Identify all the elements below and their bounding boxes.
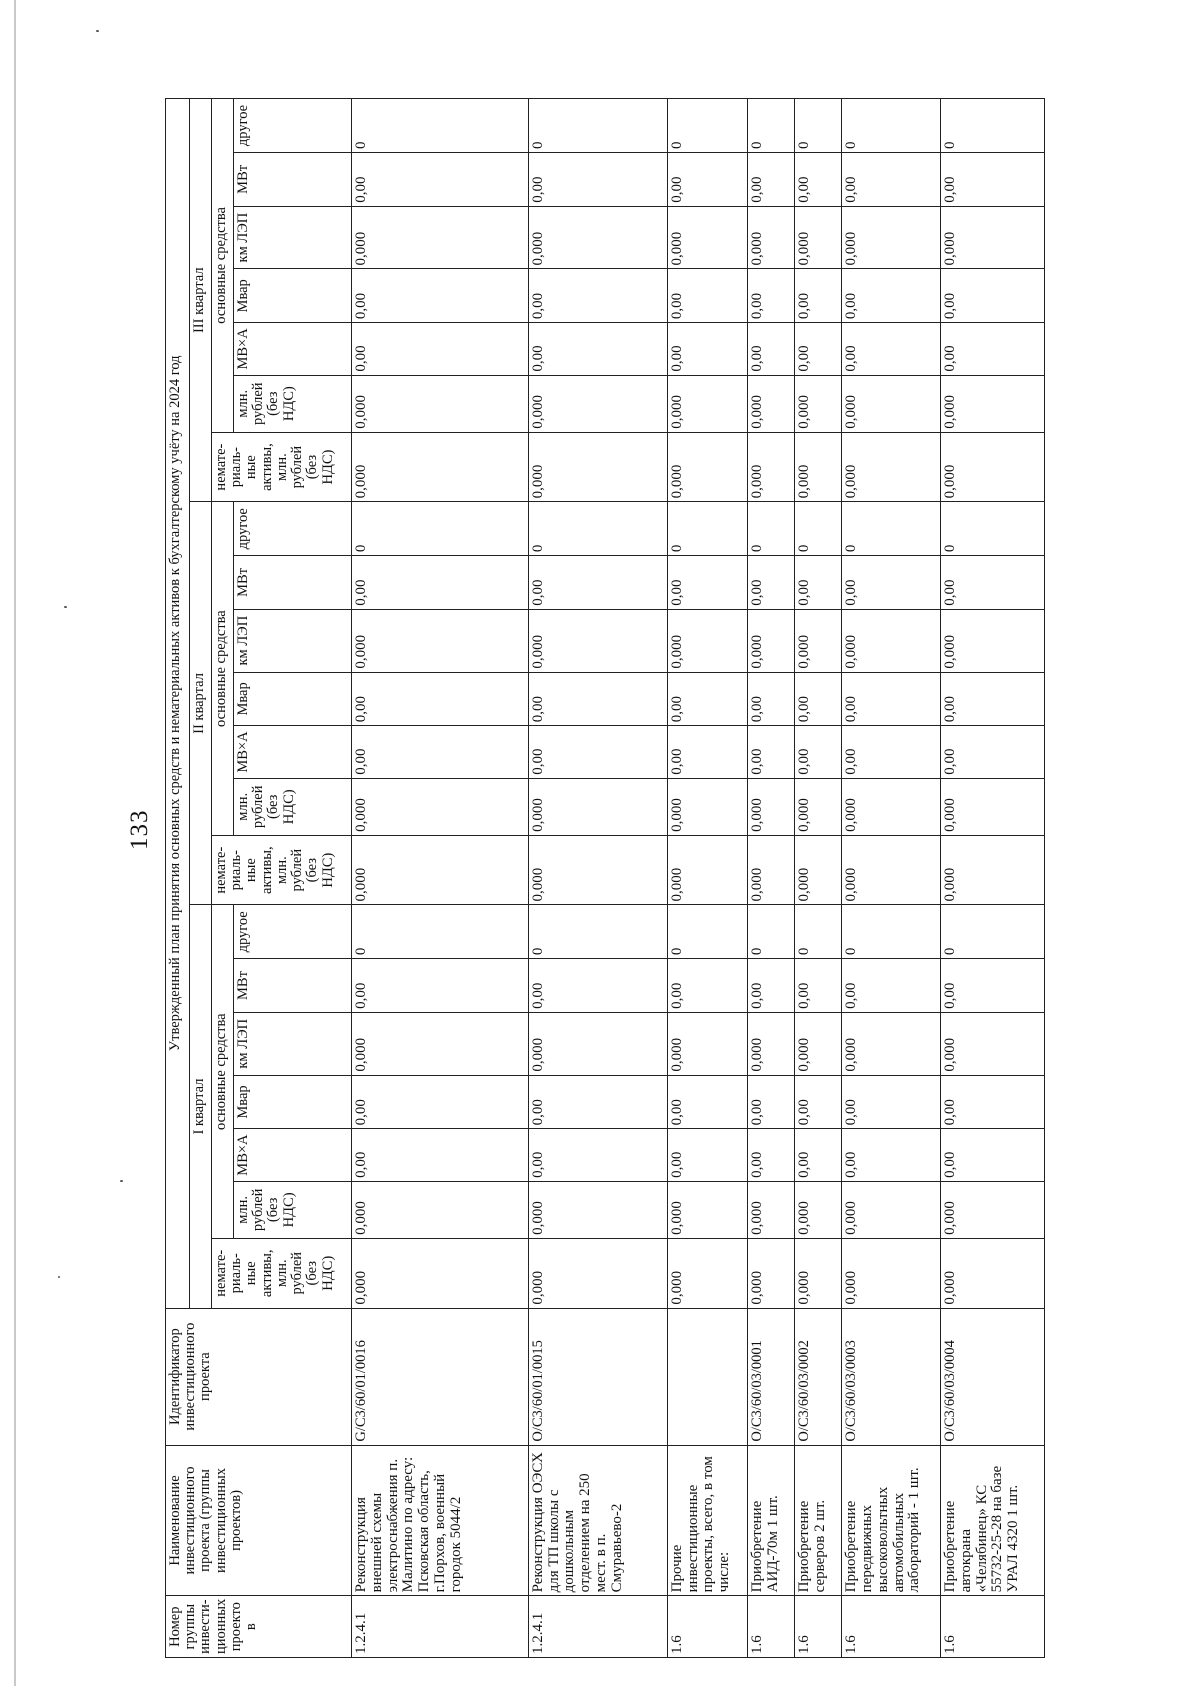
row-value-q3: 0,000 xyxy=(667,375,747,432)
row-value-q3: 0,00 xyxy=(748,323,795,376)
row-value-q3: 0,000 xyxy=(352,375,529,432)
row-value-q2: 0,000 xyxy=(842,609,941,672)
row-value-q1: 0,00 xyxy=(667,1129,747,1182)
row-value-q3: 0,000 xyxy=(667,206,747,269)
row-value-q1: 0,00 xyxy=(352,1075,529,1129)
row-value-q3: 0,00 xyxy=(795,269,842,323)
row-value-q1: 0,00 xyxy=(748,1075,795,1129)
row-value-q1: 0,00 xyxy=(795,959,842,1013)
row-value-q3: 0,00 xyxy=(941,323,1045,376)
row-value-q3: 0,00 xyxy=(528,153,667,207)
row-value-q1: 0 xyxy=(528,905,667,959)
row-value-q1: 0,00 xyxy=(352,1129,529,1182)
row-value-q1: 0,000 xyxy=(748,1181,795,1238)
header-col-km: км ЛЭП xyxy=(234,1012,352,1075)
row-value-q3: 0,00 xyxy=(748,153,795,207)
header-table-title: Утвержденный план принятия основных средств и нематериальных активов к бухгалтерскому учёту на 2024 год xyxy=(166,99,190,1309)
row-value-q3: 0 xyxy=(795,99,842,153)
row-value-q3: 0,000 xyxy=(528,206,667,269)
row-value-q1: 0,000 xyxy=(352,1012,529,1075)
row-project-name: Приобретение автокрана «Челябинец» КС 55732-25-28 на базе УРАЛ 4320 1 шт. xyxy=(941,1445,1045,1596)
row-value-q2: 0,000 xyxy=(941,778,1045,835)
row-value-q3: 0,000 xyxy=(842,375,941,432)
row-value-q2: 0,000 xyxy=(528,778,667,835)
row-value-q3: 0,00 xyxy=(352,323,529,376)
row-value-q2: 0,00 xyxy=(528,672,667,726)
table-row xyxy=(667,99,747,1658)
row-value-q2: 0 xyxy=(795,502,842,556)
header-col-mvar: Мвар xyxy=(234,1075,352,1129)
row-value-q1: 0,000 xyxy=(667,1012,747,1075)
row-value-q2: 0,00 xyxy=(352,726,529,779)
row-value-q1: 0,000 xyxy=(842,1238,941,1308)
row-project-name: Приобретение АИД-70м 1 шт. xyxy=(748,1445,795,1596)
header-intangible-q1: немате-риаль-ные активы, млн. рублей (без НДС) xyxy=(212,1238,352,1308)
row-value-q2: 0,000 xyxy=(748,609,795,672)
scan-speck xyxy=(58,1276,60,1278)
row-value-q2: 0 xyxy=(528,502,667,556)
row-value-q2: 0,000 xyxy=(795,609,842,672)
row-value-q3: 0 xyxy=(352,99,529,153)
scan-speck xyxy=(120,1180,123,1182)
row-value-q1: 0,00 xyxy=(842,1075,941,1129)
row-value-q2: 0 xyxy=(667,502,747,556)
row-value-q3: 0,000 xyxy=(352,432,529,502)
row-value-q2: 0,00 xyxy=(795,726,842,779)
table-row xyxy=(941,99,1045,1658)
header-col-mva: МВ×А xyxy=(234,323,352,376)
row-value-q1: 0,000 xyxy=(941,1181,1045,1238)
row-value-q1: 0,000 xyxy=(528,1238,667,1308)
row-value-q3: 0,00 xyxy=(667,323,747,376)
row-value-q1: 0,000 xyxy=(528,1181,667,1238)
row-value-q3: 0,000 xyxy=(748,432,795,502)
asset-plan-table xyxy=(165,98,1045,1658)
row-value-q2: 0,00 xyxy=(842,556,941,610)
row-value-q1: 0,00 xyxy=(352,959,529,1013)
row-group-number: 1.6 xyxy=(667,1596,747,1658)
header-col-other: другое xyxy=(234,502,352,556)
row-value-q2: 0 xyxy=(842,502,941,556)
row-value-q3: 0,00 xyxy=(528,269,667,323)
header-col-mvar: Мвар xyxy=(234,269,352,323)
row-value-q3: 0,00 xyxy=(795,323,842,376)
row-project-name: Прочие инвестиционные проекты, всего, в том числе: xyxy=(667,1445,747,1596)
row-value-q1: 0,000 xyxy=(748,1238,795,1308)
rotated-table-wrapper xyxy=(165,98,1045,1658)
row-value-q2: 0,00 xyxy=(941,672,1045,726)
header-quarter-2: II квартал xyxy=(190,502,212,905)
header-col-other: другое xyxy=(234,99,352,153)
row-value-q3: 0,000 xyxy=(842,432,941,502)
row-value-q1: 0,00 xyxy=(941,1075,1045,1129)
row-value-q1: 0,000 xyxy=(352,1181,529,1238)
row-value-q3: 0,000 xyxy=(795,432,842,502)
header-col-mva: МВ×А xyxy=(234,1129,352,1182)
row-value-q3: 0 xyxy=(667,99,747,153)
row-value-q2: 0,00 xyxy=(667,556,747,610)
row-value-q3: 0 xyxy=(748,99,795,153)
row-value-q1: 0 xyxy=(352,905,529,959)
header-quarter-1: I квартал xyxy=(190,905,212,1308)
row-value-q3: 0,000 xyxy=(528,375,667,432)
row-value-q1: 0,00 xyxy=(795,1129,842,1182)
table-header xyxy=(166,99,352,1658)
row-value-q1: 0,00 xyxy=(842,959,941,1013)
row-value-q1: 0,000 xyxy=(352,1238,529,1308)
row-value-q2: 0,000 xyxy=(842,778,941,835)
header-col-rub: млн. рублей (без НДС) xyxy=(234,778,352,835)
row-value-q3: 0,000 xyxy=(748,375,795,432)
scan-speck xyxy=(64,606,67,608)
row-value-q3: 0,000 xyxy=(842,206,941,269)
table-row xyxy=(842,99,941,1658)
header-intangible-q2: немате-риаль-ные активы, млн. рублей (без НДС) xyxy=(212,835,352,905)
header-fixed-assets-q3: основные средства xyxy=(212,99,234,433)
row-value-q2: 0 xyxy=(352,502,529,556)
table-row xyxy=(748,99,795,1658)
row-value-q2: 0,000 xyxy=(667,835,747,905)
row-value-q2: 0,000 xyxy=(667,609,747,672)
header-col-mvar: Мвар xyxy=(234,672,352,726)
row-value-q1: 0,00 xyxy=(842,1129,941,1182)
row-value-q2: 0,000 xyxy=(941,609,1045,672)
table-row xyxy=(528,99,667,1658)
row-value-q2: 0,000 xyxy=(528,609,667,672)
row-value-q3: 0 xyxy=(941,99,1045,153)
header-fixed-assets-q1: основные средства xyxy=(212,905,234,1238)
row-value-q1: 0,00 xyxy=(528,1075,667,1129)
row-project-name: Приобретение передвижных высоковольтных автомобильных лабораторий - 1 шт. xyxy=(842,1445,941,1596)
row-value-q2: 0,00 xyxy=(667,672,747,726)
row-group-number: 1.6 xyxy=(748,1596,795,1658)
row-value-q1: 0,000 xyxy=(842,1181,941,1238)
row-value-q1: 0,00 xyxy=(941,959,1045,1013)
row-value-q2: 0,00 xyxy=(528,726,667,779)
header-fixed-assets-q2: основные средства xyxy=(212,502,234,835)
row-value-q3: 0 xyxy=(528,99,667,153)
row-value-q1: 0,000 xyxy=(748,1012,795,1075)
row-value-q2: 0,000 xyxy=(352,609,529,672)
row-value-q1: 0,000 xyxy=(528,1012,667,1075)
header-group-number: Номер группы инвести-ционных проекто в xyxy=(166,1596,352,1658)
page-edge-line xyxy=(14,0,16,1686)
row-value-q1: 0,00 xyxy=(667,959,747,1013)
row-value-q1: 0,000 xyxy=(667,1181,747,1238)
row-group-number: 1.2.4.1 xyxy=(528,1596,667,1658)
table-row xyxy=(795,99,842,1658)
row-value-q2: 0,00 xyxy=(352,556,529,610)
row-value-q2: 0,000 xyxy=(842,835,941,905)
row-value-q3: 0,00 xyxy=(352,269,529,323)
row-value-q1: 0 xyxy=(795,905,842,959)
row-value-q2: 0,00 xyxy=(748,672,795,726)
row-value-q3: 0,000 xyxy=(795,375,842,432)
row-value-q2: 0,000 xyxy=(528,835,667,905)
row-value-q1: 0 xyxy=(667,905,747,959)
row-value-q1: 0 xyxy=(842,905,941,959)
row-value-q2: 0,000 xyxy=(352,778,529,835)
header-col-mw: МВт xyxy=(234,959,352,1013)
row-value-q3: 0,000 xyxy=(941,375,1045,432)
row-value-q2: 0 xyxy=(748,502,795,556)
row-value-q2: 0 xyxy=(941,502,1045,556)
row-value-q3: 0,00 xyxy=(795,153,842,207)
row-project-id: O/C3/60/03/0001 xyxy=(748,1308,795,1445)
row-value-q1: 0,00 xyxy=(667,1075,747,1129)
row-value-q1: 0,00 xyxy=(528,959,667,1013)
scan-speck xyxy=(96,30,99,32)
row-value-q3: 0,00 xyxy=(667,153,747,207)
row-value-q2: 0,00 xyxy=(748,726,795,779)
row-project-id: O/C3/60/03/0002 xyxy=(795,1308,842,1445)
row-value-q2: 0,00 xyxy=(842,726,941,779)
row-value-q3: 0,000 xyxy=(941,206,1045,269)
row-group-number: 1.2.4.1 xyxy=(352,1596,529,1658)
row-value-q1: 0 xyxy=(941,905,1045,959)
row-value-q3: 0,00 xyxy=(352,153,529,207)
header-col-km: км ЛЭП xyxy=(234,206,352,269)
row-value-q1: 0,000 xyxy=(941,1012,1045,1075)
row-project-id: O/C3/60/01/0015 xyxy=(528,1308,667,1445)
row-project-name: Реконструкция ОЭСХ для ТП школы с дошкольным отделением на 250 мест. в п. Смуравьево-2 xyxy=(528,1445,667,1596)
row-value-q2: 0,00 xyxy=(528,556,667,610)
row-value-q3: 0,000 xyxy=(667,432,747,502)
row-value-q3: 0,00 xyxy=(667,269,747,323)
row-value-q1: 0,00 xyxy=(748,1129,795,1182)
row-value-q2: 0,00 xyxy=(941,556,1045,610)
row-value-q2: 0,00 xyxy=(795,672,842,726)
header-col-rub: млн. рублей (без НДС) xyxy=(234,375,352,432)
header-col-km: км ЛЭП xyxy=(234,609,352,672)
row-project-id: O/C3/60/03/0004 xyxy=(941,1308,1045,1445)
row-value-q1: 0,000 xyxy=(795,1181,842,1238)
row-value-q3: 0,00 xyxy=(528,323,667,376)
row-value-q1: 0,00 xyxy=(748,959,795,1013)
row-value-q3: 0,00 xyxy=(842,323,941,376)
header-quarter-3: III квартал xyxy=(190,99,212,502)
row-value-q1: 0,00 xyxy=(941,1129,1045,1182)
row-value-q2: 0,000 xyxy=(667,778,747,835)
header-intangible-q3: немате-риаль-ные активы, млн. рублей (без НДС) xyxy=(212,432,352,502)
row-group-number: 1.6 xyxy=(842,1596,941,1658)
row-group-number: 1.6 xyxy=(795,1596,842,1658)
row-value-q3: 0,000 xyxy=(748,206,795,269)
row-value-q1: 0,000 xyxy=(795,1238,842,1308)
row-value-q3: 0,00 xyxy=(941,269,1045,323)
row-value-q1: 0,00 xyxy=(795,1075,842,1129)
header-col-other: другое xyxy=(234,905,352,959)
row-value-q1: 0,000 xyxy=(667,1238,747,1308)
row-value-q3: 0,000 xyxy=(528,432,667,502)
header-col-mw: МВт xyxy=(234,556,352,610)
row-value-q2: 0,000 xyxy=(748,778,795,835)
row-value-q3: 0 xyxy=(842,99,941,153)
table-body xyxy=(352,99,1045,1658)
row-value-q1: 0,000 xyxy=(842,1012,941,1075)
row-value-q2: 0,000 xyxy=(352,835,529,905)
row-value-q2: 0,000 xyxy=(795,835,842,905)
header-project-name: Наименование инвестиционного проекта (группы инвестиционных проектов) xyxy=(166,1445,352,1596)
row-value-q2: 0,000 xyxy=(941,835,1045,905)
row-value-q2: 0,00 xyxy=(842,672,941,726)
row-project-name: Приобретение серверов 2 шт. xyxy=(795,1445,842,1596)
row-value-q2: 0,00 xyxy=(667,726,747,779)
row-project-name: Реконструкция внешней схемы электроснабжения п. Малитино по адресу: Псковская область, г.Порхов, военный городок 5044/2 xyxy=(352,1445,529,1596)
row-value-q3: 0,00 xyxy=(941,153,1045,207)
row-project-id: G/C3/60/01/0016 xyxy=(352,1308,529,1445)
header-project-id: Идентификатор инвестиционного проекта xyxy=(166,1308,352,1445)
row-value-q3: 0,000 xyxy=(795,206,842,269)
row-value-q3: 0,00 xyxy=(748,269,795,323)
row-value-q3: 0,00 xyxy=(842,153,941,207)
header-col-rub: млн. рублей (без НДС) xyxy=(234,1181,352,1238)
row-value-q1: 0 xyxy=(748,905,795,959)
header-col-mva: МВ×А xyxy=(234,726,352,779)
row-value-q1: 0,000 xyxy=(795,1012,842,1075)
row-value-q1: 0,00 xyxy=(528,1129,667,1182)
row-value-q3: 0,000 xyxy=(941,432,1045,502)
row-value-q3: 0,000 xyxy=(352,206,529,269)
row-value-q2: 0,000 xyxy=(795,778,842,835)
row-project-id xyxy=(667,1308,747,1445)
row-value-q2: 0,00 xyxy=(748,556,795,610)
row-value-q2: 0,00 xyxy=(795,556,842,610)
row-value-q1: 0,000 xyxy=(941,1238,1045,1308)
row-value-q2: 0,00 xyxy=(352,672,529,726)
row-value-q2: 0,00 xyxy=(941,726,1045,779)
row-project-id: O/C3/60/03/0003 xyxy=(842,1308,941,1445)
table-row xyxy=(352,99,529,1658)
row-value-q2: 0,000 xyxy=(748,835,795,905)
row-value-q3: 0,00 xyxy=(842,269,941,323)
page-number: 133 xyxy=(126,809,153,850)
row-group-number: 1.6 xyxy=(941,1596,1045,1658)
header-col-mw: МВт xyxy=(234,153,352,207)
